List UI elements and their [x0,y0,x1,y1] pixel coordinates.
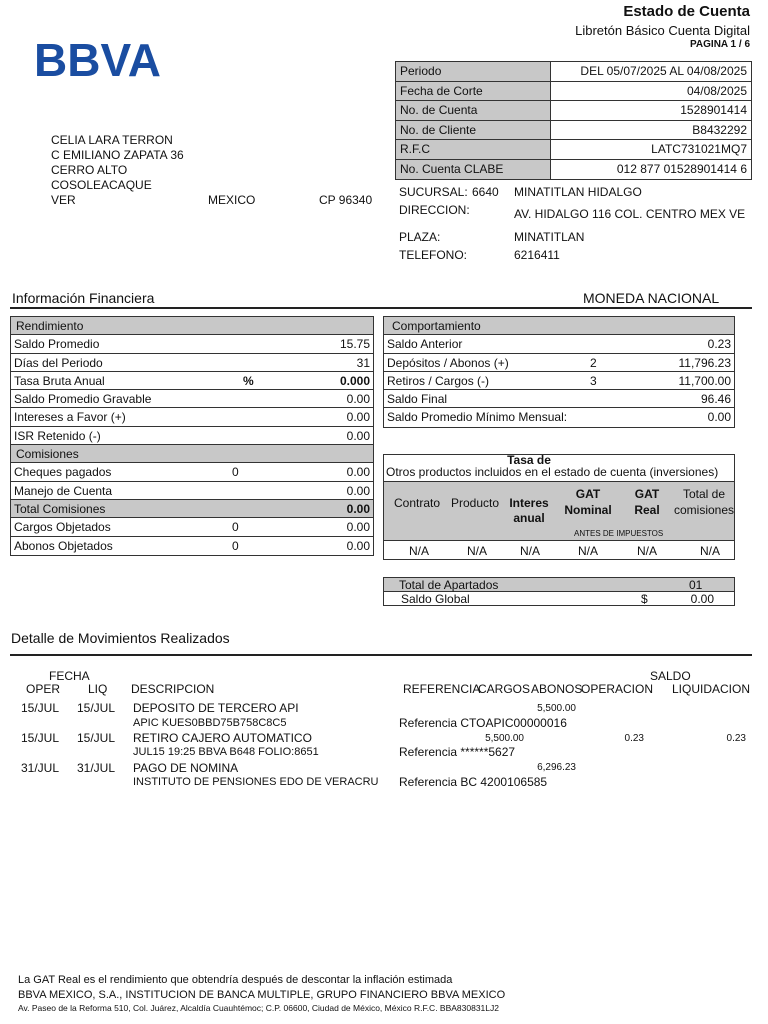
movement-abono: 6,296.23 [537,762,576,773]
movement-reference: Referencia CTOAPIC00000016 [399,716,567,730]
movement-cargo: 5,500.00 [485,733,524,744]
rendimiento-header: Rendimiento [11,317,373,335]
table-row: Saldo Final 96.46 [384,390,734,408]
table-row: Depósitos / Abonos (+) 2 11,796.23 [384,354,734,372]
sucursal-number: 6640 [472,185,499,199]
table-row: Tasa Bruta Anual % 0.000 [11,372,373,390]
col-gat-real: GAT [634,487,660,501]
table-row: Saldo Promedio Gravable 0.00 [11,390,373,408]
value-contrato: N/A [408,544,429,558]
info-label: R.F.C [396,140,551,159]
movement-description: DEPOSITO DE TERCERO API [133,701,299,715]
apartados-total-value: 01 [689,578,703,592]
info-value: 012 877 01528901414 6 [616,161,747,176]
customer-colony: CERRO ALTO [51,163,128,177]
bank-address: Av. Paseo de la Reforma 510, Col. Juárez, Alcaldía Cuauhtémoc; C.P. 06600, Ciudad de México, México R.F.C. BBA830831LJ2 [18,1003,499,1013]
info-value: 04/08/2025 [686,83,747,98]
col-gat-nominal: GAT [575,487,601,501]
movement-liq-date: 15/JUL [77,701,116,715]
saldo-global-value: 0.00 [690,592,714,606]
table-row: Cargos Objetados 0 0.00 [11,518,373,536]
col-tasa-3: anual [513,511,545,525]
table-row: Saldo Anterior 0.23 [384,335,734,353]
comportamiento-header: Comportamiento [384,317,734,335]
value-gat-nominal: N/A [577,544,598,558]
info-value: B8432292 [692,122,747,137]
saldo-global-label: Saldo Global [401,592,470,606]
customer-country: MEXICO [208,193,256,207]
col-tasa: Tasa de [507,453,551,467]
bbva-logo [34,36,172,82]
movement-reference: Referencia BC 4200106585 [399,775,548,789]
saldo-global-currency: $ [641,592,648,606]
account-info-table [395,61,752,180]
value-gat-real: N/A [636,544,657,558]
movement-oper-date: 15/JUL [21,731,60,745]
currency-label: MONEDA NACIONAL [583,290,720,306]
header-abonos: ABONOS [531,682,583,696]
info-row-rfc [396,140,751,160]
info-value: DEL 05/07/2025 AL 04/08/2025 [580,64,747,78]
info-value: 1528901414 [680,103,747,117]
apartados-total-label: Total de Apartados [399,578,499,592]
table-row: Intereses a Favor (+) 0.00 [11,408,373,426]
comportamiento-table [383,316,735,428]
table-row: Cheques pagados 0 0.00 [11,463,373,481]
otros-values-row [384,540,734,541]
direccion-label: DIRECCION: [399,203,470,217]
plaza-value: MINATITLAN [514,230,585,244]
section-divider [10,307,752,309]
header-oper: OPER [26,682,61,696]
col-contrato: Contrato [394,496,441,510]
customer-state: VER [51,193,76,207]
telefono-value: 6216411 [514,248,560,262]
customer-cp: CP 96340 [319,193,373,207]
value-tasa: N/A [519,544,540,558]
page-number: PAGINA 1 / 6 [689,39,750,50]
col-gat-nominal-2: Nominal [564,503,612,517]
header-referencia: REFERENCIA [403,682,481,696]
bbva-logo-text: BBVA [34,36,161,82]
customer-city: COSOLEACAQUE [51,178,152,192]
movement-reference: Referencia ******5627 [399,745,516,759]
info-label: No. Cuenta CLABE [396,160,551,180]
telefono-label: TELEFONO: [399,248,468,262]
bank-legal-name: BBVA MEXICO, S.A., INSTITUCION DE BANCA MULTIPLE, GRUPO FINANCIERO BBVA MEXICO [18,989,506,1001]
header-operacion: OPERACION [581,682,654,696]
otros-title: Otros productos incluidos en el estado de cuenta (inversiones) [386,465,719,479]
plaza-label: PLAZA: [399,230,441,244]
movement-oper-date: 15/JUL [21,701,60,715]
movement-oper-date: 31/JUL [21,761,60,775]
col-producto: Producto [451,496,500,510]
movement-description: PAGO DE NOMINA [133,761,239,775]
document-title: Estado de Cuenta [623,3,750,20]
movements-section-title: Detalle de Movimientos Realizados [11,630,230,646]
table-row: Retiros / Cargos (-) 3 11,700.00 [384,372,734,390]
col-total-2: comisiones [673,503,735,517]
customer-street: C EMILIANO ZAPATA 36 [51,148,184,162]
apartados-table [383,577,735,606]
comisiones-header: Comisiones [11,445,373,463]
table-row: ISR Retenido (-) 0.00 [11,427,373,445]
table-row: Manejo de Cuenta 0.00 [11,482,373,500]
header-cargos: CARGOS [478,682,531,696]
movement-saldo-operacion: 0.23 [624,733,644,744]
col-gat-real-2: Real [634,503,660,517]
header-liquidacion: LIQUIDACION [672,682,751,696]
info-row-periodo [396,62,751,82]
sucursal-name: MINATITLAN HIDALGO [514,185,642,199]
table-row: Total Comisiones 0.00 [11,500,373,518]
value-total: N/A [699,544,720,558]
info-row-clabe [396,160,751,180]
direccion-value: AV. HIDALGO 116 COL. CENTRO MEX VE [514,207,746,221]
movement-abono: 5,500.00 [537,703,576,714]
otros-productos-table [383,454,735,560]
info-row-cuenta [396,101,751,121]
info-row-cliente [396,121,751,141]
rendimiento-table [10,316,374,556]
customer-name: CELIA LARA TERRON [51,133,173,147]
info-value: LATC731021MQ7 [651,142,747,156]
header-liq: LIQ [88,682,108,696]
sucursal-label: SUCURSAL: [399,185,468,199]
movement-saldo-liquidacion: 0.23 [726,733,746,744]
table-row: Abonos Objetados 0 0.00 [14,538,370,553]
account-type: Libretón Básico Cuenta Digital [575,23,750,38]
table-row: Saldo Promedio Mínimo Mensual: 0.00 [387,410,731,425]
info-label: No. de Cuenta [396,101,551,120]
movement-liq-date: 15/JUL [77,731,116,745]
value-producto: N/A [466,544,487,558]
info-label: No. de Cliente [396,121,551,140]
table-row: Saldo Promedio 15.75 [11,335,373,353]
info-row-fecha-corte [396,82,751,102]
col-tasa-2: Interes [509,496,549,510]
info-label: Fecha de Corte [396,82,551,101]
financial-section-title: Información Financiera [12,290,155,306]
movement-liq-date: 31/JUL [77,761,116,775]
table-row: Días del Periodo 31 [11,354,373,372]
movement-detail: APIC KUES0BBD75B758C8C5 [133,717,287,729]
header-descripcion: DESCRIPCION [131,682,215,696]
info-label: Periodo [396,62,551,81]
col-total: Total de [682,487,726,501]
movement-detail: JUL15 19:25 BBVA B648 FOLIO:8651 [133,746,319,758]
section-divider [10,654,752,656]
header-fecha: FECHA [49,669,90,683]
antes-impuestos: ANTES DE IMPUESTOS [574,529,664,538]
header-saldo: SALDO [650,669,691,683]
movement-detail: INSTITUTO DE PENSIONES EDO DE VERACRU [133,776,379,788]
movement-description: RETIRO CAJERO AUTOMATICO [133,731,312,745]
gat-note: La GAT Real es el rendimiento que obtendría después de descontar la inflación estimada [18,974,453,986]
